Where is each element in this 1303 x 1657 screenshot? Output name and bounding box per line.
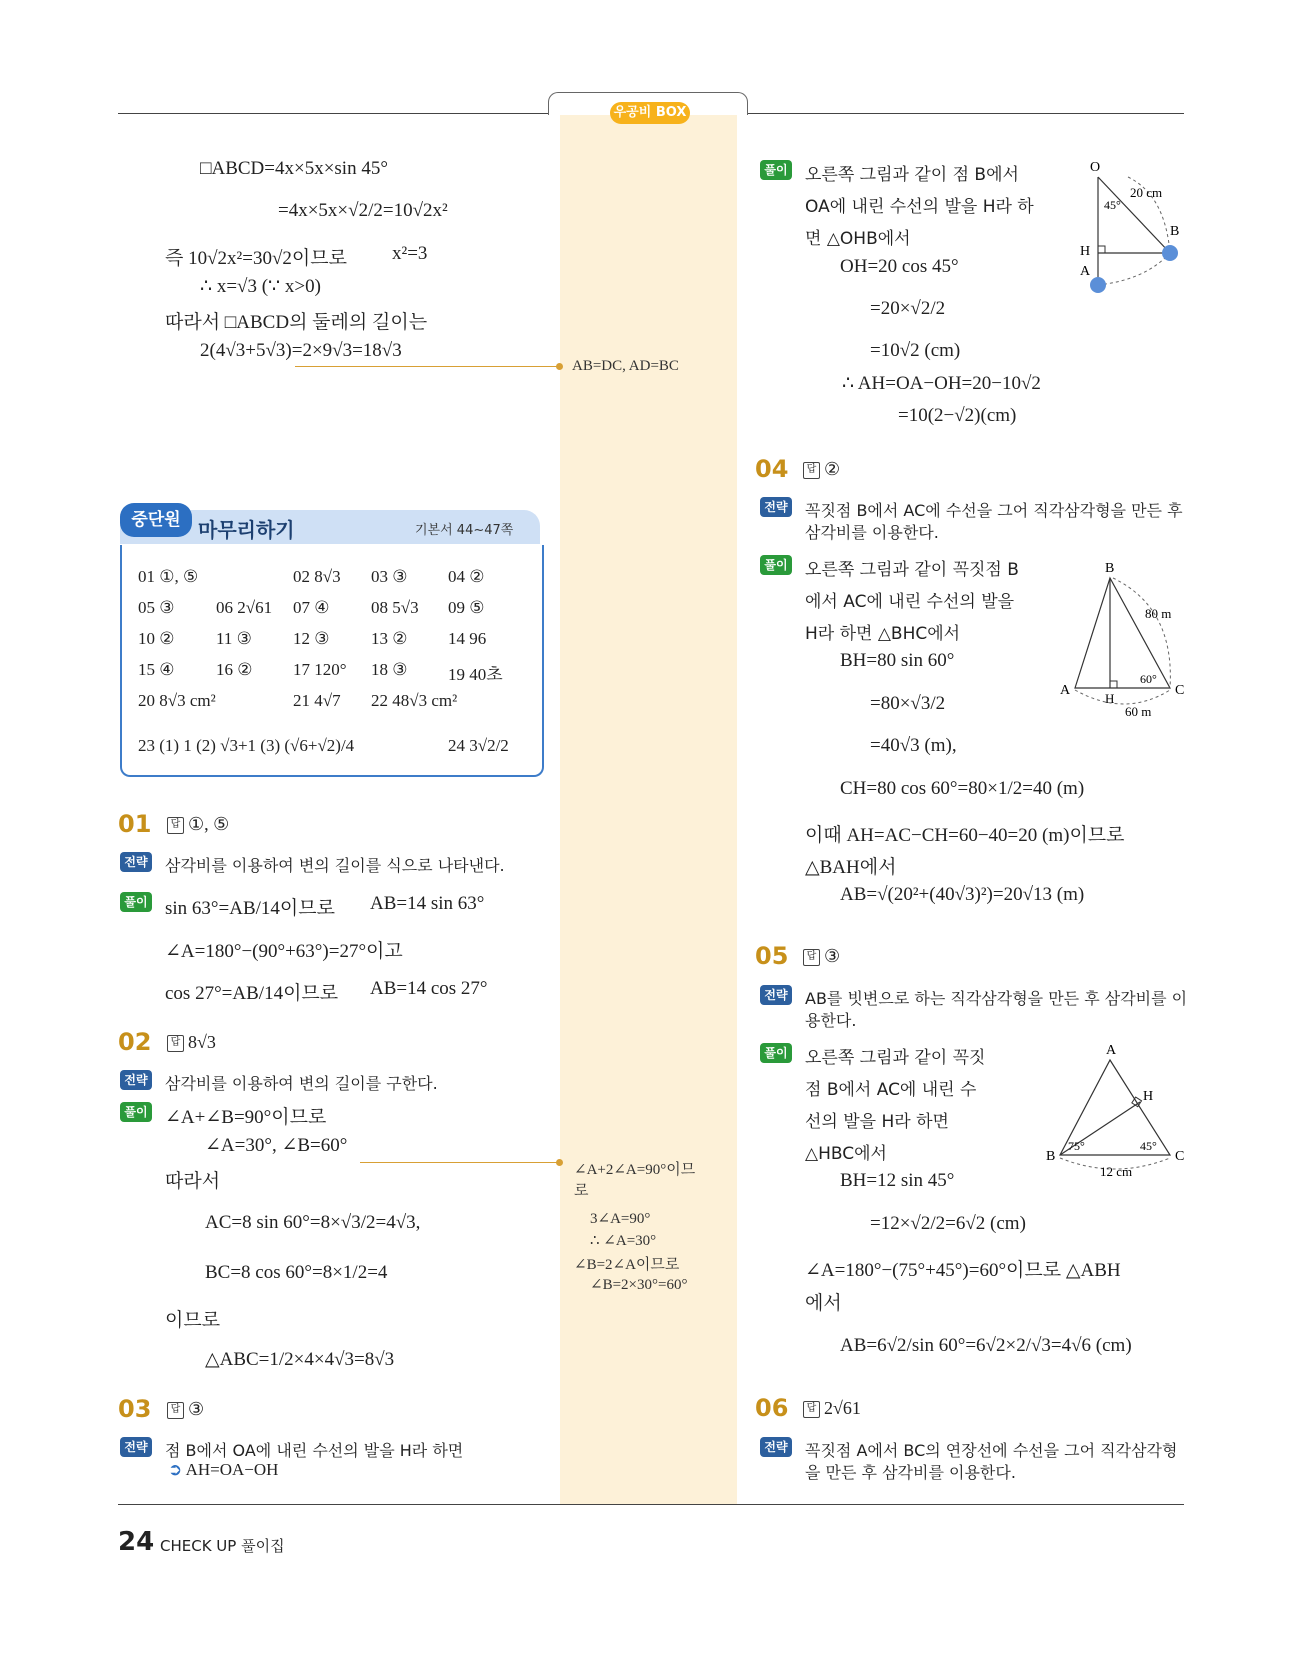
q05-m5: AB=6√2/sin 60°=6√2×2/√3=4√6 (cm) [840,1335,1132,1356]
summary-item: 13 ② [371,629,408,648]
q04-m5: 이때 AH=AC−CH=60−40=20 (m)이므로 [805,825,1125,846]
box-note-1: AB=DC, AD=BC [572,358,679,374]
pointer-line-2 [360,1162,560,1163]
q04-m1: BH=80 sin 60° [840,650,955,671]
solution-badge: 풀이 [120,892,152,912]
summary-item: 02 8√3 [293,567,341,586]
fig-angle: 45° [1104,198,1121,212]
strategy-badge: 전략 [120,1070,152,1090]
q01-number: 01 [118,810,152,838]
fig-label-h: H [1080,244,1091,259]
q02-answer-text: 8√3 [188,1032,216,1052]
q03-sol1: 오른쪽 그림과 같이 점 B에서 [805,165,1019,185]
summary-item: 20 8√3 cm² [138,691,216,710]
q02-s1: ∠A+∠B=90°이므로 [165,1107,327,1128]
q05-m3: ∠A=180°−(75°+45°)=60°이므로 △ABH [805,1260,1121,1281]
fig-ball-b [1162,245,1178,261]
fig-angle: 60° [1140,672,1157,686]
q04-sol2: 에서 AC에 내린 수선의 발을 [805,592,1015,612]
summary-item: 08 5√3 [371,598,419,617]
summary-item: 14 96 [448,629,487,648]
q04-strategy-2: 삼각비를 이용한다. [805,523,939,542]
summary-item: 03 ③ [371,567,408,586]
summary-item: 19 40초 [448,665,503,684]
q02-s4: AC=8 sin 60°=8×√3/2=4√3, [205,1212,421,1233]
fig-len: 20 cm [1130,185,1163,200]
q01-s2: ∠A=180°−(90°+63°)=27°이고 [165,941,403,962]
q05-m1: BH=12 sin 45° [840,1170,955,1191]
pointer-dot-1 [556,363,563,370]
left-line-4: ∴ x=√3 (∵ x>0) [200,276,321,297]
left-line-3a: 즉 10√2x²=30√2이므로 [165,248,347,269]
solution-badge: 풀이 [120,1102,152,1122]
q04-m2: =80×√3/2 [870,693,946,714]
fig-len-ac: 60 m [1125,704,1152,718]
q01-strategy: 삼각비를 이용하여 변의 길이를 식으로 나타낸다. [165,856,505,875]
q05-sol3: 선의 발을 H라 하면 [805,1112,949,1132]
q02-answer [167,1032,216,1053]
summary-item: 10 ② [138,629,175,648]
summary-item: 23 (1) 1 (2) √3+1 (3) (√6+√2)/4 [138,736,355,755]
summary-item: 01 ①, ⑤ [138,567,199,586]
q03-answer-text: ③ [188,1399,205,1419]
q03-m1: OH=20 cos 45° [840,256,959,277]
q01-s3: cos 27°=AB/14이므로 [165,983,339,1004]
box-note-2c: 3∠A=90° [590,1211,651,1227]
q05-strategy: AB를 빗변으로 하는 직각삼각형을 만든 후 삼각비를 이 [805,989,1188,1008]
summary-item: 18 ③ [371,660,408,679]
summary-item: 06 2√61 [216,598,273,617]
q02-s2: ∠A=30°, ∠B=60° [205,1135,348,1156]
answer-icon: 답 [167,1402,184,1419]
q04-number: 04 [755,455,789,483]
left-line-6: 2(4√3+5√3)=2×9√3=18√3 [200,340,402,361]
footer-title: CHECK UP 풀이집 [160,1537,285,1555]
q06-answer-text: 2√61 [824,1398,861,1418]
strategy-badge: 전략 [760,497,792,517]
page-number: 24 [118,1527,155,1557]
q05-number: 05 [755,942,789,970]
summary-item: 24 3√2/2 [448,736,509,755]
fig-label-a: A [1080,264,1091,279]
pointer-dot-2 [556,1159,563,1166]
answer-icon: 답 [803,949,820,966]
q05-sol4: △HBC에서 [805,1144,887,1164]
summary-item: 16 ② [216,660,253,679]
q04-figure [1055,558,1195,718]
strategy-badge: 전략 [120,1437,152,1457]
fig-label-c: C [1175,683,1185,698]
q03-m5: =10(2−√2)(cm) [898,405,1017,426]
left-line-2: =4x×5x×√2/2=10√2x² [278,200,448,221]
fig-ball-a [1090,277,1106,293]
q03-answer [167,1399,204,1420]
q03-strategy-2-text: AH=OA−OH [185,1460,279,1479]
q02-s3: 따라서 [165,1171,221,1192]
summary-item: 07 ④ [293,598,330,617]
q04-m3: =40√3 (m), [870,735,957,756]
q01-answer [167,814,229,835]
box-note-2a: ∠A+2∠A=90°이므 [574,1162,696,1178]
q02-s6: 이므로 [165,1310,221,1331]
q04-answer-text: ② [824,459,841,479]
answer-icon: 답 [167,1035,184,1052]
q05-figure [1030,1040,1190,1180]
fig-dash-ac [1075,690,1170,704]
solution-badge: 풀이 [760,1043,792,1063]
fig-len-bc: 80 m [1145,606,1172,621]
answer-icon: 답 [167,817,184,834]
q04-answer [803,459,840,480]
q04-m4: CH=80 cos 60°=80×1/2=40 (m) [840,778,1085,799]
q06-number: 06 [755,1394,789,1422]
summary-item: 12 ③ [293,629,330,648]
q05-m2: =12×√2/2=6√2 (cm) [870,1213,1026,1234]
q05-m4: 에서 [805,1293,842,1314]
box-note-2e: ∠B=2∠A이므로 [574,1257,680,1273]
summary-item: 09 ⑤ [448,598,485,617]
fig-right-angle [1110,681,1117,688]
pointer-line-1 [295,366,560,367]
q01-s1: sin 63°=AB/14이므로 [165,898,335,919]
box-label: 우공비 BOX [610,102,690,124]
q02-s7: △ABC=1/2×4×4√3=8√3 [205,1349,395,1370]
summary-item: 04 ② [448,567,485,586]
summary-tag: 중단원 [120,503,192,537]
q03-strategy-2: ➲ AH=OA−OH [168,1460,279,1479]
summary-item: 05 ③ [138,598,175,617]
box-note-2d: ∴ ∠A=30° [590,1233,657,1249]
summary-title: 마무리하기 [198,518,295,542]
solution-badge: 풀이 [760,160,792,180]
q03-figure [1070,155,1200,295]
q05-sol2: 점 B에서 AC에 내린 수 [805,1080,977,1100]
q01-s1b: AB=14 sin 63° [370,893,485,914]
summary-item: 17 120° [293,660,347,679]
fig-label-a: A [1060,683,1071,698]
answer-icon: 답 [803,1401,820,1418]
q03-m2: =20×√2/2 [870,298,946,319]
q06-answer [803,1398,861,1419]
fig-len-bc: 12 cm [1100,1164,1133,1179]
fig-label-a: A [1106,1043,1117,1058]
q05-sol1: 오른쪽 그림과 같이 꼭짓 [805,1048,986,1068]
fig-label-h: H [1143,1089,1154,1104]
q04-sol1: 오른쪽 그림과 같이 꼭짓점 B [805,560,1019,580]
strategy-badge: 전략 [760,1437,792,1457]
fig-label-b: B [1170,224,1180,239]
strategy-badge: 전략 [760,985,792,1005]
q02-strategy: 삼각비를 이용하여 변의 길이를 구한다. [165,1074,438,1093]
box-note-2b: 로 [574,1183,589,1199]
q03-sol3: 면 △OHB에서 [805,229,911,249]
fig-label-b: B [1105,561,1115,576]
q06-strategy-2: 을 만든 후 삼각비를 이용한다. [805,1463,1016,1482]
q04-sol3: H라 하면 △BHC에서 [805,624,961,644]
box-note-2f: ∠B=2×30°=60° [590,1277,688,1293]
summary-ref: 기본서 44~47쪽 [415,523,514,538]
fig-label-b: B [1046,1149,1056,1164]
q05-answer [803,946,840,967]
q04-strategy: 꼭짓점 B에서 AC에 수선을 그어 직각삼각형을 만든 후 [805,501,1183,520]
q03-strategy: 점 B에서 OA에 내린 수선의 발을 H라 하면 [165,1441,464,1460]
q04-m6: △BAH에서 [805,857,897,878]
fig-arc [1098,253,1170,285]
q03-number: 03 [118,1395,152,1423]
left-line-1: □ABCD=4x×5x×sin 45° [200,158,388,179]
fig-label-c: C [1175,1149,1185,1164]
fig-label-h: H [1105,691,1115,706]
q05-answer-text: ③ [824,946,841,966]
fig-label-o: O [1090,160,1101,175]
answer-icon: 답 [803,462,820,479]
fig-angle-c: 45° [1140,1139,1157,1153]
strategy-badge: 전략 [120,852,152,872]
q06-strategy: 꼭짓점 A에서 BC의 연장선에 수선을 그어 직각삼각형 [805,1441,1178,1460]
summary-item: 21 4√7 [293,691,341,710]
q04-m7: AB=√(20²+(40√3)²)=20√13 (m) [840,884,1085,905]
bottom-rule [118,1504,1184,1505]
q01-answer-text: ①, ⑤ [188,814,230,834]
left-line-3b: x²=3 [392,243,428,264]
q03-m3: =10√2 (cm) [870,340,961,361]
summary-item: 15 ④ [138,660,175,679]
fig-angle-b: 75° [1068,1139,1085,1153]
q03-m4: ∴ AH=OA−OH=20−10√2 [842,373,1041,394]
solution-badge: 풀이 [760,555,792,575]
q03-sol2: OA에 내린 수선의 발을 H라 하 [805,197,1034,217]
q05-strategy-2: 용한다. [805,1011,857,1030]
summary-item: 11 ③ [216,629,252,648]
box-column [560,112,737,1504]
left-line-5: 따라서 □ABCD의 둘레의 길이는 [165,312,428,333]
q02-s5: BC=8 cos 60°=8×1/2=4 [205,1262,388,1283]
summary-item: 22 48√3 cm² [371,691,458,710]
q01-s3b: AB=14 cos 27° [370,978,488,999]
q02-number: 02 [118,1028,152,1056]
fig-right-angle [1098,246,1105,253]
